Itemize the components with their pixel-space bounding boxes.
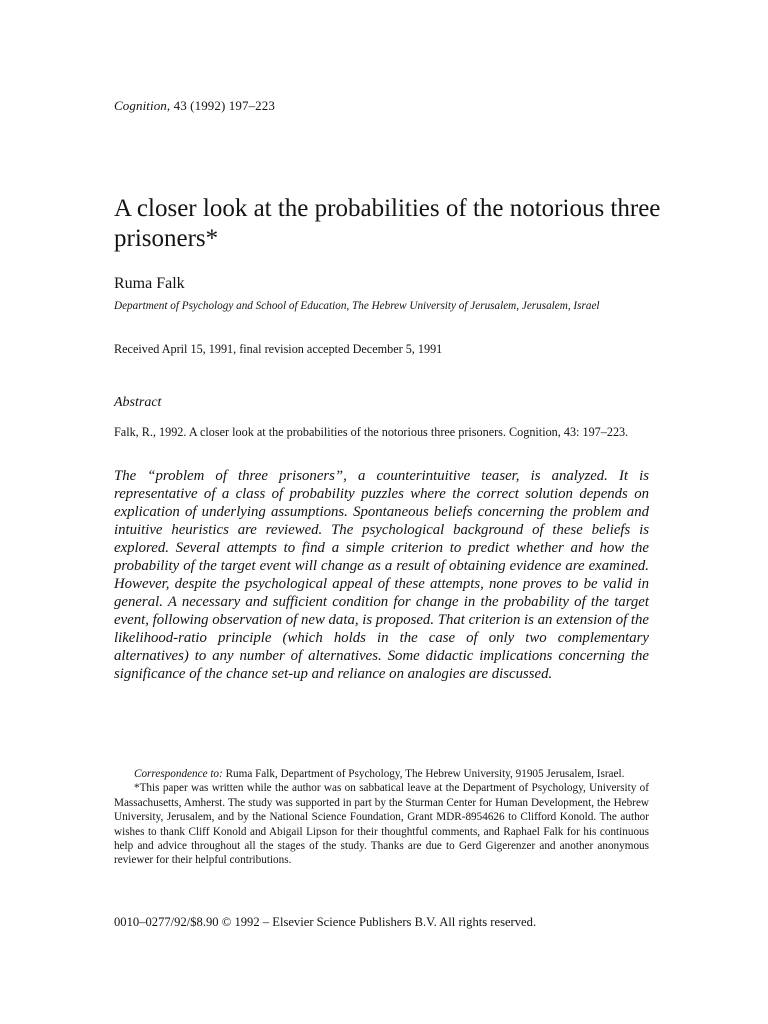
abstract-body: The “problem of three prisoners”, a counterintuitive teaser, is analyzed. It is representative of a class of probability puzzles where the correct solution depends on explication of underlying assumptions. Spontaneous beliefs concerning the problem and intuitive heuristics are reviewed. The psychological background of these beliefs is explored. Several attempts to find a simple criterion to predict whether and how the probability of the target event will change as a result of obtaining evidence are examined. However, despite the psychological appeal of these attempts, none proves to be valid in general. A necessary and sufficient condition for change in the probability of the target event, following observation of new data, is proposed. That criterion is an extension of the likelihood-ratio principle (which holds in the case of only two complementary alternatives) to any number of alternatives. Some didactic implications concerning the significance of the chance set-up and reliance on analogies are discussed. [114, 468, 649, 682]
abstract-citation: Falk, R., 1992. A closer look at the probabilities of the notorious three prisoners. Cognition, 43: 197–223. [114, 425, 629, 439]
journal-name: Cognition [114, 98, 167, 113]
correspondence-footnote [114, 767, 649, 781]
abstract-heading: Abstract [114, 395, 162, 410]
journal-reference [114, 98, 275, 114]
journal-details: , 43 (1992) 197–223 [166, 98, 275, 113]
author-affiliation: Department of Psychology and School of Education, The Hebrew University of Jerusalem, Jerusalem, Israel [114, 300, 600, 312]
paper-title: A closer look at the probabilities of the notorious three prisoners* [114, 195, 661, 252]
received-dates: Received April 15, 1991, final revision accepted December 5, 1991 [114, 342, 443, 356]
acknowledgement-footnote: *This paper was written while the author was on sabbatical leave at the Department of Psychology, University of Massachusetts, Amherst. The study was supported in part by the Sturman Center for Human Development, the Hebrew University, Jerusalem, and by the National Science Foundation, Grant MDR-8954626 to Clifford Konold. The author wishes to thank Cliff Konold and Abigail Lipson for their thoughtful comments, and Raphael Falk for his continuous help and advice throughout all the stages of the study. Thanks are due to Gerd Gigerenzer and another anonymous reviewer for their helpful contributions. [114, 782, 649, 867]
author-name: Ruma Falk [114, 275, 185, 292]
copyright-line: 0010–0277/92/$8.90 © 1992 – Elsevier Science Publishers B.V. All rights reserved. [114, 915, 537, 929]
correspondence-text: Ruma Falk, Department of Psychology, The Hebrew University, 91905 Jerusalem, Israel. [222, 768, 625, 780]
footnotes [114, 767, 649, 868]
correspondence-label: Correspondence to: [134, 768, 223, 780]
